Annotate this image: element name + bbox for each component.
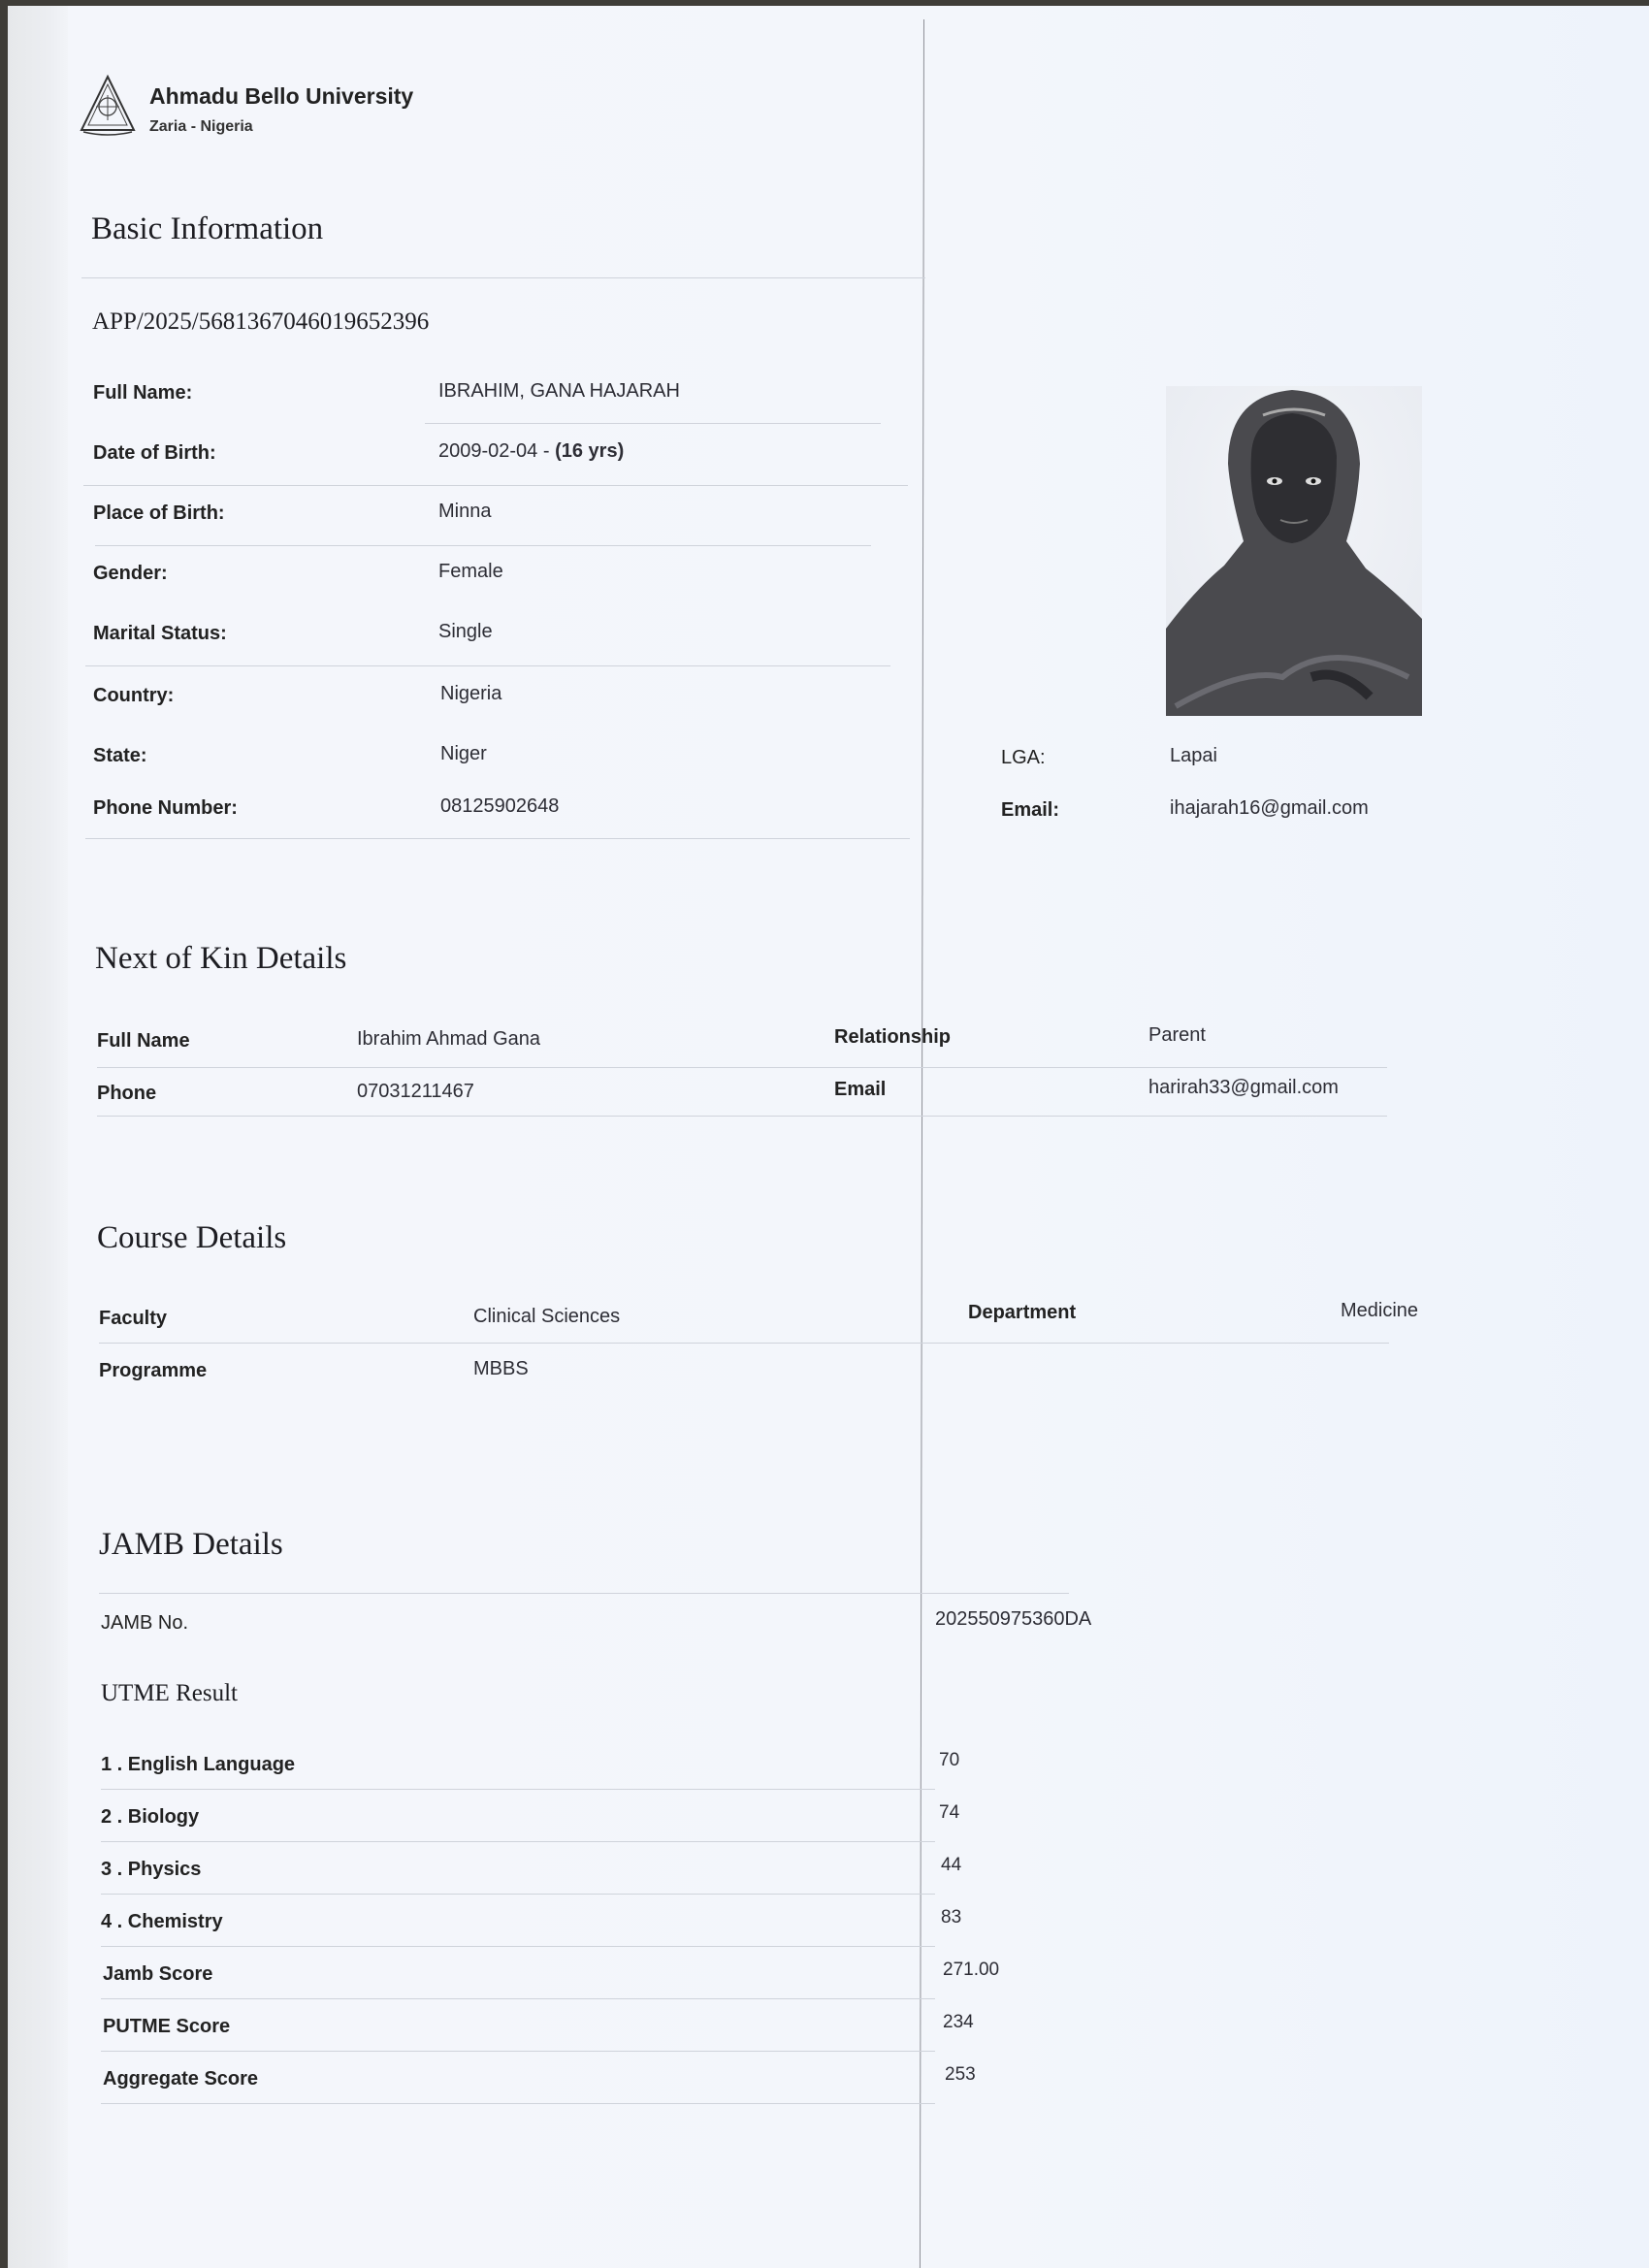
label-date-of-birth: Date of Birth: (93, 442, 216, 464)
divider (85, 665, 890, 666)
result-label: Jamb Score (103, 1963, 213, 1985)
divider (97, 1116, 1387, 1117)
divider (97, 1067, 1387, 1068)
utme-result-heading: UTME Result (101, 1680, 238, 1706)
divider (425, 423, 881, 424)
application-number: APP/2025/5681367046019652396 (92, 308, 430, 335)
divider (85, 838, 910, 839)
label-state: State: (93, 745, 147, 766)
divider (101, 1998, 935, 1999)
divider (99, 1593, 1069, 1594)
label-marital-status: Marital Status: (93, 623, 227, 644)
admission-form-page (8, 6, 1649, 2268)
result-label: PUTME Score (103, 2016, 231, 2037)
result-label: 3 . Physics (101, 1859, 202, 1880)
divider (101, 1841, 935, 1842)
divider (101, 1894, 935, 1895)
section-title-basic-information: Basic Information (91, 211, 324, 246)
section-title-course-details: Course Details (97, 1220, 287, 1255)
value-programme: MBBS (473, 1358, 529, 1379)
university-crest-icon (78, 74, 138, 138)
value-kin-full-name: Ibrahim Ahmad Gana (357, 1028, 540, 1050)
result-value: 253 (945, 2064, 976, 2085)
column-divider (920, 19, 924, 2268)
value-full-name: IBRAHIM, GANA HAJARAH (438, 380, 680, 402)
result-label: 4 . Chemistry (101, 1911, 223, 1932)
result-value: 271.00 (943, 1960, 1000, 1980)
label-email: Email: (1001, 799, 1060, 821)
passport-photo (1166, 386, 1422, 716)
label-kin-phone: Phone (97, 1083, 157, 1104)
binder-edge (8, 6, 68, 2268)
value-lga: Lapai (1170, 745, 1217, 766)
result-value: 74 (939, 1802, 960, 1823)
label-phone-number: Phone Number: (93, 797, 238, 819)
value-date-of-birth (438, 440, 624, 463)
value-kin-email: harirah33@gmail.com (1148, 1077, 1339, 1098)
value-gender: Female (438, 561, 503, 582)
section-title-next-of-kin: Next of Kin Details (95, 941, 347, 976)
value-phone-number: 08125902648 (440, 795, 560, 817)
label-country: Country: (93, 685, 175, 706)
label-jamb-no: JAMB No. (101, 1612, 189, 1634)
divider (101, 2051, 935, 2052)
divider (83, 485, 908, 486)
value-kin-phone: 07031211467 (357, 1081, 474, 1102)
result-value: 83 (941, 1907, 962, 1928)
label-kin-email: Email (834, 1079, 887, 1100)
value-marital-status: Single (438, 621, 493, 642)
label-kin-full-name: Full Name (97, 1030, 190, 1052)
value-department: Medicine (1341, 1300, 1419, 1321)
label-department: Department (968, 1302, 1077, 1323)
dob-age: (16 yrs) (555, 440, 625, 462)
university-name: Ahmadu Bello University (149, 83, 414, 109)
divider (81, 277, 925, 278)
result-value: 234 (943, 2012, 974, 2032)
divider (99, 1343, 1389, 1344)
label-full-name: Full Name: (93, 382, 193, 404)
divider (101, 1789, 935, 1790)
value-faculty: Clinical Sciences (473, 1306, 621, 1327)
result-label: Aggregate Score (103, 2068, 259, 2090)
university-location: Zaria - Nigeria (149, 118, 253, 135)
label-place-of-birth: Place of Birth: (93, 502, 225, 524)
label-faculty: Faculty (99, 1308, 168, 1329)
label-lga: LGA: (1001, 747, 1046, 768)
value-kin-relationship: Parent (1148, 1024, 1206, 1046)
result-value: 44 (941, 1855, 962, 1875)
dob-date: 2009-02-04 - (438, 440, 556, 462)
divider (101, 1946, 935, 1947)
section-title-jamb-details: JAMB Details (99, 1527, 283, 1562)
value-state: Niger (440, 743, 487, 764)
value-country: Nigeria (440, 683, 502, 704)
value-jamb-no: 202550975360DA (935, 1608, 1092, 1630)
divider (95, 545, 871, 546)
result-label: 1 . English Language (101, 1754, 296, 1775)
label-kin-relationship: Relationship (834, 1026, 952, 1048)
label-gender: Gender: (93, 563, 168, 584)
value-place-of-birth: Minna (438, 501, 492, 522)
divider (101, 2103, 935, 2104)
result-label: 2 . Biology (101, 1806, 200, 1828)
result-value: 70 (939, 1750, 960, 1770)
value-email: ihajarah16@gmail.com (1170, 797, 1369, 819)
label-programme: Programme (99, 1360, 208, 1381)
